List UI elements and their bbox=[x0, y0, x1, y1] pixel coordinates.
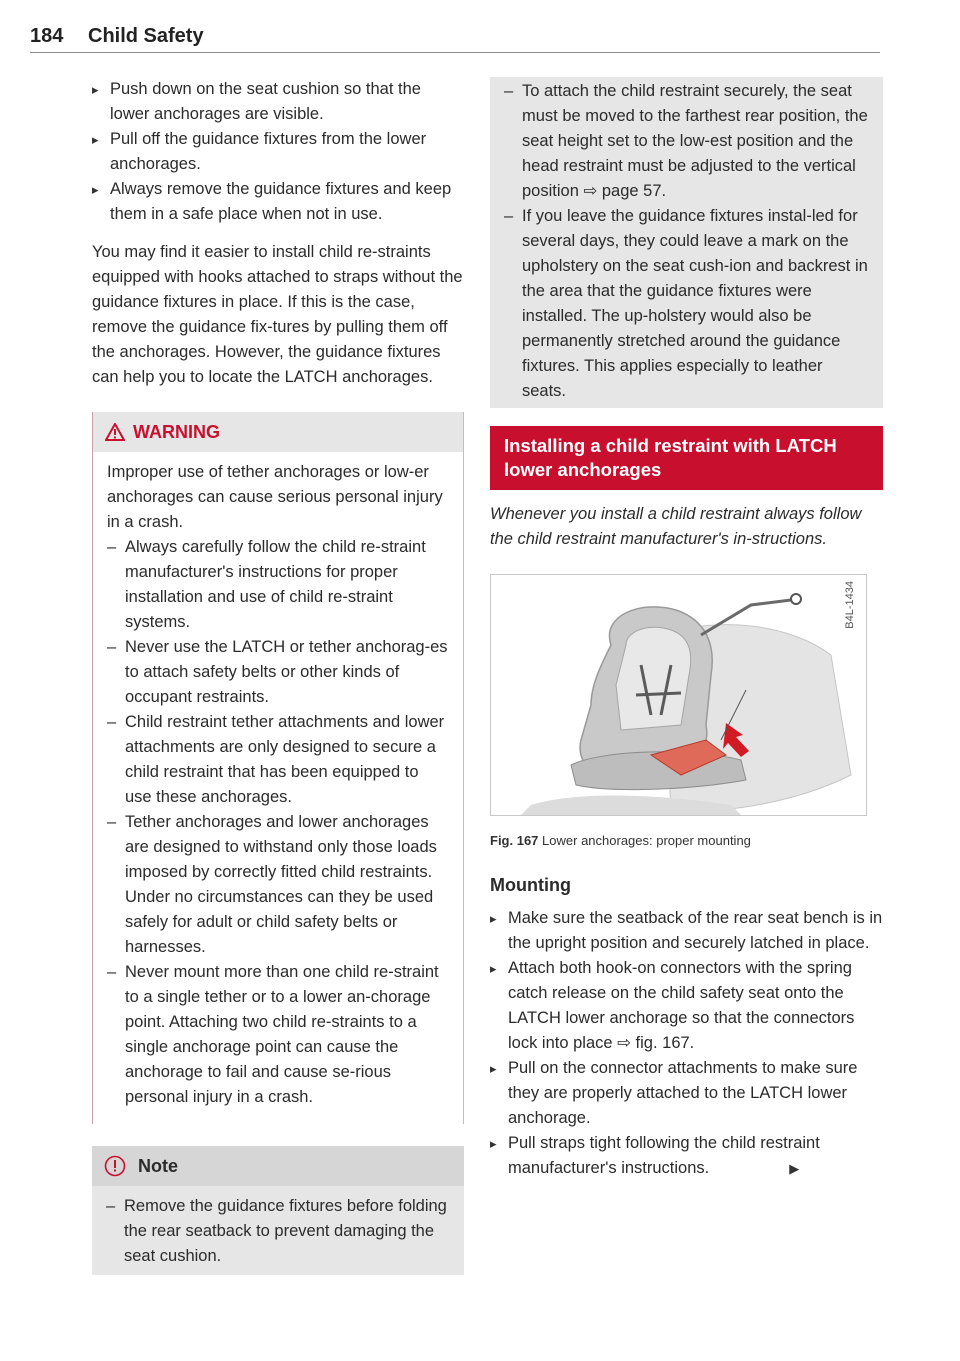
list-item: – Always carefully follow the child re-straint manufacturer's instructions for proper installation and use of child re-straint systems. bbox=[107, 535, 449, 635]
info-circle-icon bbox=[104, 1155, 126, 1177]
page-header bbox=[30, 22, 880, 53]
body-paragraph: You may find it easier to install child re-straints equipped with hooks attached to straps without the guidance fixtures in place. If this is the case, remove the guidance fix-tures by pulling them off the anchorages. However, the guidance fixtures can help you to locate the LATCH anchorages. bbox=[92, 243, 463, 386]
section-title: Child Safety bbox=[88, 25, 204, 47]
list-item: – Never use the LATCH or tether anchorag-es to attach safety belts or other kinds of occupant restraints. bbox=[107, 635, 449, 710]
warning-intro: Improper use of tether anchorages or low-er anchorages can cause serious personal injury in a crash. bbox=[107, 463, 443, 531]
mounting-heading: Mounting bbox=[490, 875, 571, 895]
figure-caption-text: Lower anchorages: proper mounting bbox=[542, 833, 751, 848]
figure-caption bbox=[490, 828, 883, 853]
note-box bbox=[92, 1146, 464, 1275]
right-column bbox=[490, 77, 883, 1181]
list-item: – If you leave the guidance fixtures instal-led for several days, they could leave a mark on the upholstery on the seat cush-ion and backrest in the area that the guidance fixtures were installed. The up-holstery would also be permanently stretched around the guidance fixtures. This applies especially to leather seats. bbox=[504, 204, 869, 404]
warning-title: WARNING bbox=[133, 421, 220, 442]
warning-header bbox=[93, 412, 463, 452]
list-item bbox=[490, 1131, 883, 1181]
warning-continued-box bbox=[490, 77, 883, 408]
intro-text: Whenever you install a child restraint always follow the child restraint manufacturer's in-structions. bbox=[490, 505, 862, 548]
figure-code: B4L-1434 bbox=[844, 581, 856, 629]
left-column bbox=[92, 77, 464, 1275]
list-item-text: Pull straps tight following the child restraint manufacturer's instructions. bbox=[508, 1134, 820, 1177]
figure-label: Fig. 167 bbox=[490, 833, 539, 848]
list-item: ▸ Always remove the guidance fixtures and keep them in a safe place when not in use. bbox=[92, 177, 464, 227]
list-item: – Remove the guidance fixtures before folding the rear seatback to prevent damaging the seat cushion. bbox=[106, 1194, 450, 1269]
list-item: ▸ Make sure the seatback of the rear seat bench is in the upright position and securely latched in place. bbox=[490, 906, 883, 956]
list-item: – Tether anchorages and lower anchorages are designed to withstand only those loads imposed by correctly fitted child restraints. Under no circumstances can they be used safely for adult or child safety belts or harnesses. bbox=[107, 810, 449, 960]
list-item: – To attach the child restraint securely, the seat must be moved to the farthest rear position, the seat height set to the low-est position and the head restraint must be adjusted to the vertical position ⇨ page 57. bbox=[504, 79, 869, 204]
list-item: ▸ Push down on the seat cushion so that the lower anchorages are visible. bbox=[92, 77, 464, 127]
list-item: – Never mount more than one child re-straint to a single tether or to a lower an-chorage point. Attaching two child re-straints to a single anchorage point can cause the anchorage to fail and cause se-rious personal injury in a crash. bbox=[107, 960, 449, 1110]
list-item: ▸ Pull on the connector attachments to make sure they are properly attached to the LATCH lower anchorage. bbox=[490, 1056, 883, 1131]
list-item: – Child restraint tether attachments and lower attachments are only designed to secure a child restraint that has been equipped to use these anchorages. bbox=[107, 710, 449, 810]
section-heading: Installing a child restraint with LATCH lower anchorages bbox=[490, 426, 883, 490]
warning-box bbox=[92, 412, 464, 1124]
page-number: 184 bbox=[30, 25, 64, 47]
note-title: Note bbox=[138, 1155, 178, 1176]
continue-arrow-icon: ▶ bbox=[789, 1161, 800, 1176]
figure-167 bbox=[490, 574, 867, 816]
list-item: ▸ Pull off the guidance fixtures from the lower anchorages. bbox=[92, 127, 464, 177]
warning-triangle-icon bbox=[105, 423, 125, 441]
list-item: ▸ Attach both hook-on connectors with the spring catch release on the child safety seat onto the LATCH lower anchorage so that the connectors lock into place ⇨ fig. 167. bbox=[490, 956, 883, 1056]
note-header bbox=[92, 1146, 464, 1186]
child-seat-illustration bbox=[491, 575, 866, 815]
